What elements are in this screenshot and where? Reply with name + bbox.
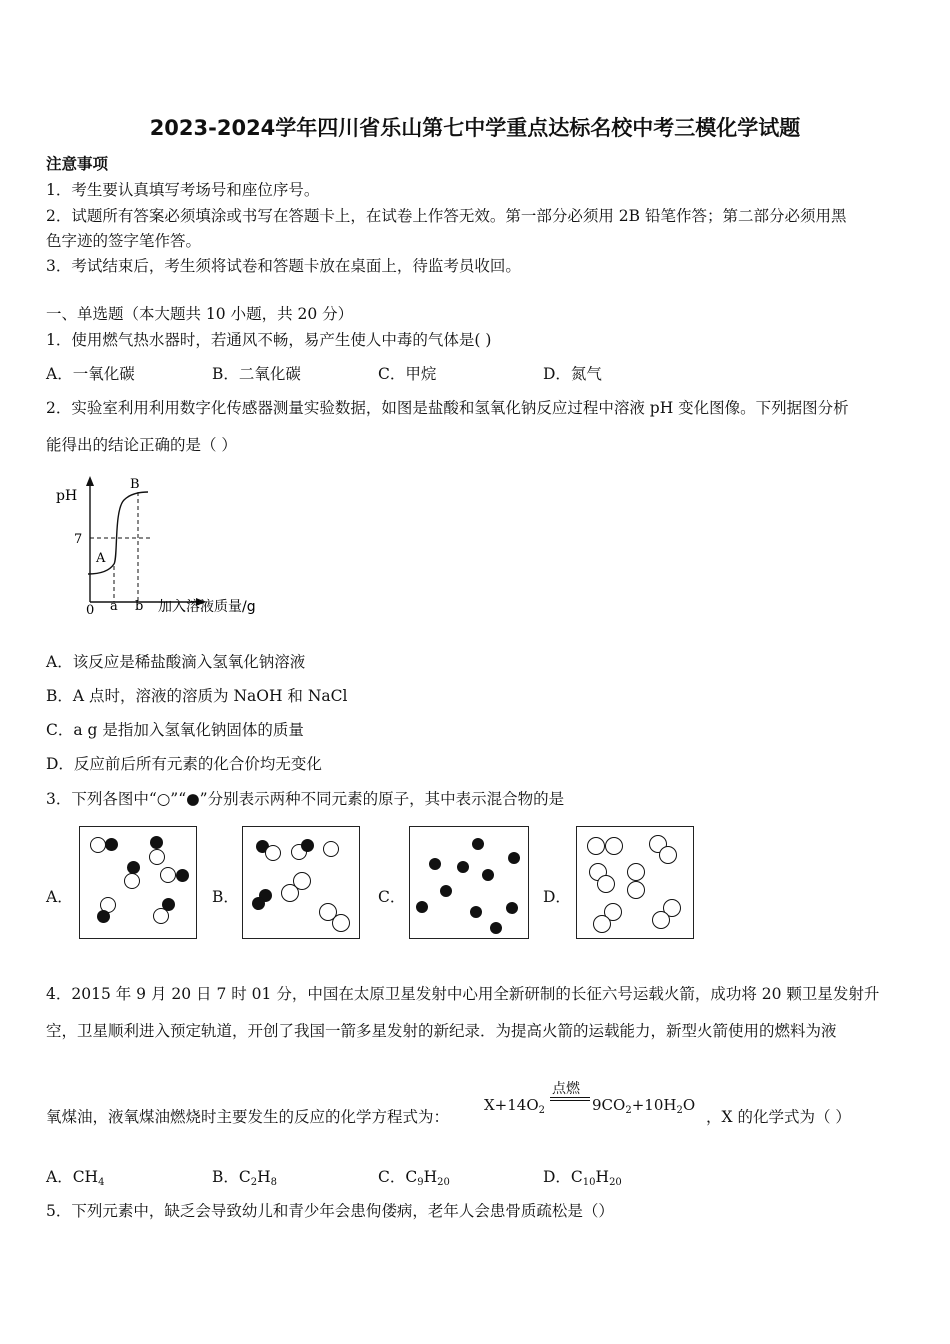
question-4-stem: 4．2015 年 9 月 20 日 7 时 01 分，中国在太原卫星发射中心用全新研制的长征六号运载火箭，成功将 20 颗卫星发射升 [46,985,880,1003]
graph-point-a: A [96,551,106,566]
graph-origin: 0 [86,603,95,618]
q1-option-c[interactable]: C．甲烷 [378,365,437,383]
notice-item: 3．考试结束后，考生须将试卷和答题卡放在桌面上，待监考员收回。 [46,257,521,275]
q4-option-a[interactable]: A．$CH_4$ [46,1168,105,1188]
white-atom [597,875,615,893]
question-2-stem-cont: 能得出的结论正确的是（ ） [46,436,237,454]
white-atom [627,863,645,881]
q1-option-d[interactable]: D．氮气 [543,365,602,383]
question-3-stem: 3．下列各图中“○”“●”分别表示两种不同元素的原子，其中表示混合物的是 [46,790,565,808]
white-atom [627,881,645,899]
white-atom [652,911,670,929]
graph-x-tick-a: a [110,599,118,614]
q2-option-b[interactable]: B．A 点时，溶液的溶质为 NaOH 和 NaCl [46,687,348,705]
white-atom [323,841,339,857]
graph-ylabel: pH [56,488,78,504]
q2-option-c[interactable]: C．a g 是指加入氢氧化钠固体的质量 [46,721,304,739]
black-atom [176,869,189,882]
white-atom [605,837,623,855]
ph-graph [50,470,290,620]
notice-item: 色字迹的签字笔作答。 [46,232,202,250]
black-atom [490,922,502,934]
black-atom [127,861,140,874]
q1-option-b[interactable]: B．二氧化碳 [212,365,301,383]
chemical-equation [484,1078,704,1118]
question-1-stem: 1．使用燃气热水器时，若通风不畅，易产生使人中毒的气体是( ) [46,331,492,349]
q3-option-a-label[interactable]: A． [46,888,73,906]
white-atom [265,845,281,861]
black-atom [105,838,118,851]
black-atom [472,838,484,850]
black-atom [482,869,494,881]
white-atom [160,867,176,883]
white-atom [149,849,165,865]
q3-option-b-label[interactable]: B． [212,888,239,906]
q4-option-d[interactable]: D．$C_{10}H_{20}$ [543,1168,622,1188]
q2-option-a[interactable]: A．该反应是稀盐酸滴入氢氧化钠溶液 [46,653,306,671]
white-atom [153,908,169,924]
white-atom [332,914,350,932]
equation-condition: 点燃 [552,1081,580,1097]
graph-point-b: B [130,477,140,492]
equation-right: $9CO_2+10H_2O$ [592,1096,696,1116]
q2-option-d[interactable]: D．反应前后所有元素的化合价均无变化 [46,755,322,773]
black-atom [506,902,518,914]
q3-option-d-label[interactable]: D． [543,888,571,906]
black-atom [252,897,265,910]
q3-option-c-label[interactable]: C． [378,888,406,906]
black-atom [508,852,520,864]
graph-xlabel: 加入溶液质量/g [158,599,256,615]
q4-option-b[interactable]: B．$C_2H_8$ [212,1168,278,1188]
equation-sign [550,1097,590,1101]
notice-item: 1．考生要认真填写考场号和座位序号。 [46,181,320,199]
black-atom [457,861,469,873]
white-atom [90,837,106,853]
black-atom [97,910,110,923]
graph-x-tick-b: b [135,599,144,614]
black-atom [429,858,441,870]
equation-left: $X+14O_2$ [484,1096,546,1116]
question-4-stem-end: ，X 的化学式为（ ） [706,1108,851,1126]
q3-figure-a[interactable] [79,826,197,939]
q3-figure-d[interactable] [576,826,694,939]
q3-figure-b[interactable] [242,826,360,939]
black-atom [416,901,428,913]
question-4-stem-cont: 空，卫星顺利进入预定轨道，开创了我国一箭多星发射的新纪录．为提高火箭的运载能力，新型火箭使用的燃料为液 [46,1022,837,1040]
question-2-stem: 2．实验室利用利用数字化传感器测量实验数据，如图是盐酸和氢氧化钠反应过程中溶液 pH 变化图像。下列据图分析 [46,399,849,417]
black-atom [301,839,314,852]
white-atom [659,846,677,864]
white-atom [124,873,140,889]
section-heading: 一、单选题（本大题共 10 小题，共 20 分） [46,305,354,323]
page-title: 2023-2024学年四川省乐山第七中学重点达标名校中考三模化学试题 [149,116,801,140]
white-atom [593,915,611,933]
black-atom [150,836,163,849]
question-5-stem: 5．下列元素中，缺乏会导致幼儿和青少年会患佝偻病，老年人会患骨质疏松是（） [46,1202,614,1220]
white-atom [281,884,299,902]
black-atom [470,906,482,918]
graph-y-tick: 7 [74,532,83,547]
black-atom [440,885,452,897]
notice-heading: 注意事项 [46,154,109,173]
notice-item: 2．试题所有答案必须填涂或书写在答题卡上，在试卷上作答无效。第一部分必须用 2B 铅笔作答；第二部分必须用黑 [46,207,847,225]
q3-figure-c[interactable] [409,826,529,939]
q1-option-a[interactable]: A．一氧化碳 [46,365,135,383]
question-4-stem-cont: 氧煤油，液氧煤油燃烧时主要发生的反应的化学方程式为： [46,1108,450,1126]
white-atom [587,837,605,855]
q4-option-c[interactable]: C．$C_9H_{20}$ [378,1168,450,1188]
